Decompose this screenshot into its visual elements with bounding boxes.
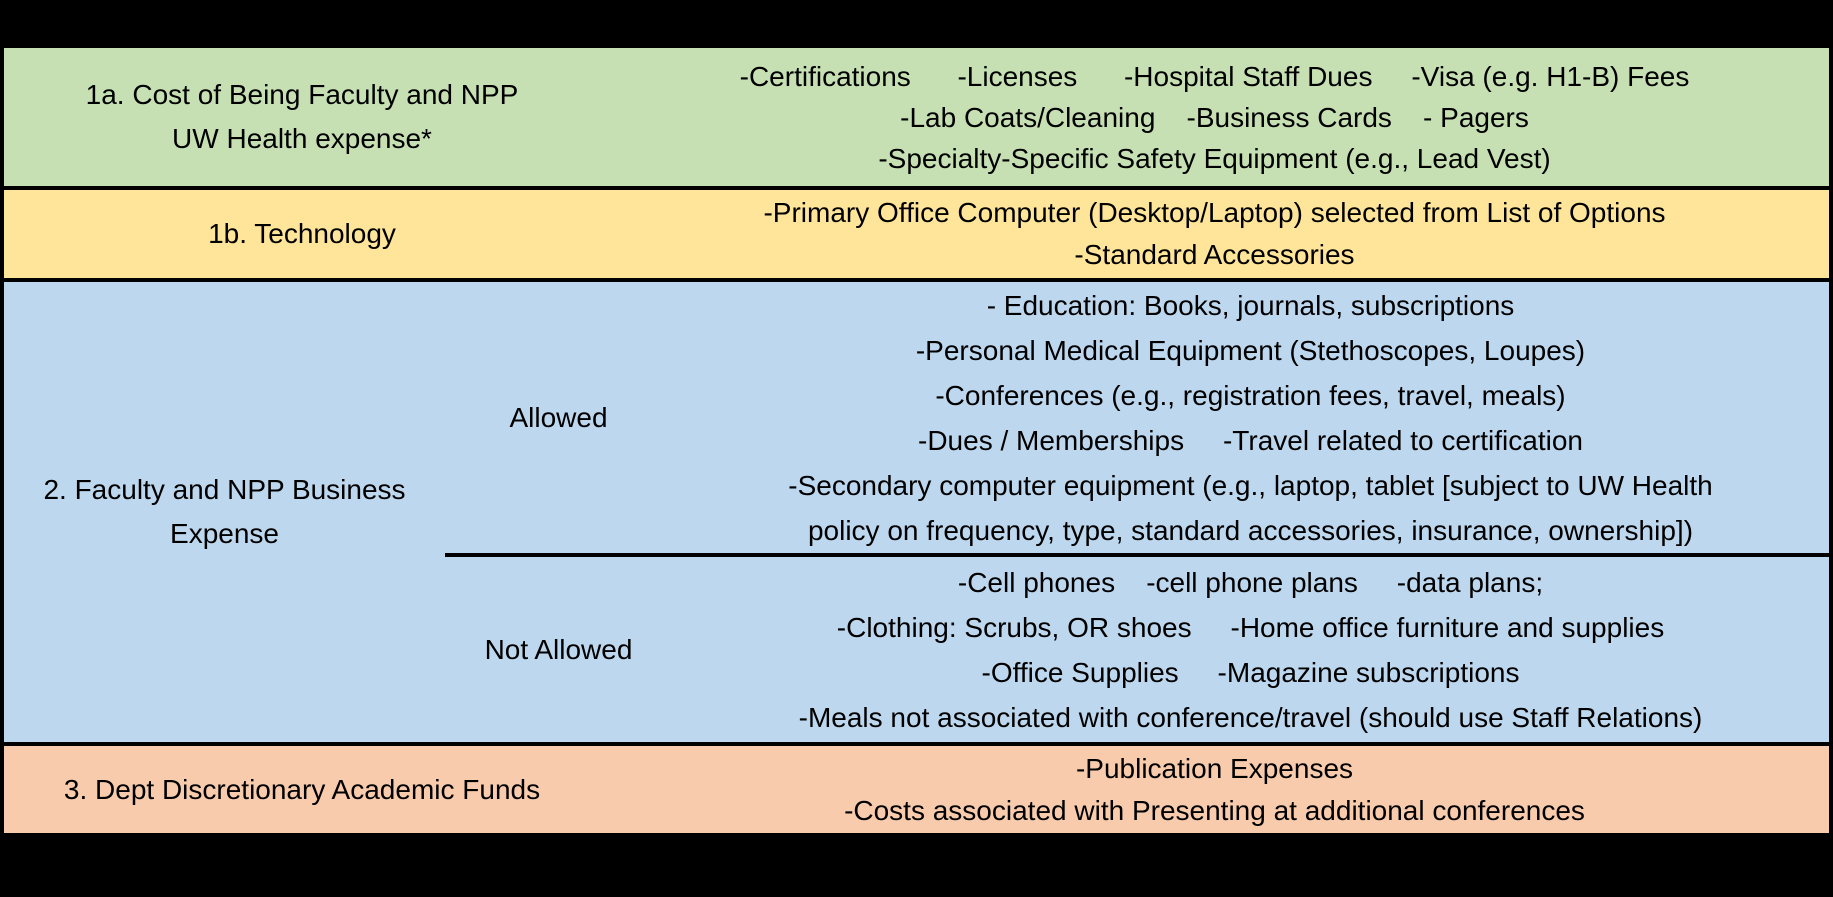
table-row-1b-technology: [4, 186, 1829, 278]
row-label-line: UW Health expense*: [172, 123, 432, 154]
row-label-line: Expense: [170, 518, 279, 549]
allowed-section-label: [445, 282, 672, 553]
row-1b-label: [4, 190, 600, 278]
row-label-line: 1b. Technology: [208, 218, 396, 249]
item-line: -Costs associated with Presenting at additional conferences: [844, 794, 1585, 826]
item-line: -Dues / Memberships -Travel related to certification: [918, 424, 1583, 456]
item-line: -Lab Coats/Cleaning -Business Cards - Pagers: [900, 101, 1529, 133]
expense-policy-table: [0, 44, 1833, 837]
item-line: -Certifications -Licenses -Hospital Staff Dues -Visa (e.g. H1-B) Fees: [739, 60, 1690, 92]
row-label-line: 3. Dept Discretionary Academic Funds: [63, 773, 541, 805]
item-line: -Standard Accessories: [1074, 239, 1355, 270]
item-line: -Meals not associated with conference/travel (should use Staff Relations): [798, 701, 1703, 733]
row-1a-label: [4, 48, 600, 186]
row-label-line: 1a. Cost of Being Faculty and NPP: [85, 79, 519, 110]
item-line: -Office Supplies -Magazine subscriptions: [981, 656, 1520, 688]
table-row-3-discretionary-funds: [4, 742, 1829, 833]
row-1b-items: [600, 190, 1829, 278]
allowed-section: [445, 282, 1829, 553]
table-row-1a-cost-of-being-faculty: [4, 48, 1829, 186]
section-label-line: Allowed: [509, 401, 608, 433]
row-3-label: [4, 746, 600, 833]
not-allowed-section: [445, 553, 1829, 742]
not-allowed-section-label: [445, 557, 672, 742]
row-2-label: [4, 282, 445, 742]
item-line: -Specialty-Specific Safety Equipment (e.g., Lead Vest): [878, 142, 1551, 174]
item-line: -Personal Medical Equipment (Stethoscopes, Loupes): [915, 334, 1586, 366]
allowed-items: [672, 282, 1829, 553]
table-row-2-business-expense: [4, 278, 1829, 742]
row-3-items: [600, 746, 1829, 833]
not-allowed-items: [672, 557, 1829, 742]
row-label-line: 2. Faculty and NPP Business: [43, 474, 406, 505]
item-line: - Education: Books, journals, subscriptions: [986, 289, 1515, 321]
row-1a-items: [600, 48, 1829, 186]
item-line: -Publication Expenses: [1075, 752, 1354, 784]
section-label-line: Not Allowed: [484, 633, 633, 665]
row-2-sections: [445, 282, 1829, 742]
item-line: -Conferences (e.g., registration fees, travel, meals): [935, 379, 1566, 411]
item-line: -Clothing: Scrubs, OR shoes -Home office furniture and supplies: [836, 611, 1665, 643]
item-line: -Secondary computer equipment (e.g., laptop, tablet [subject to UW Health: [788, 469, 1713, 501]
item-line: -Cell phones -cell phone plans -data plans;: [957, 566, 1544, 598]
item-line: -Primary Office Computer (Desktop/Laptop) selected from List of Options: [763, 197, 1666, 228]
item-line: policy on frequency, type, standard accessories, insurance, ownership]): [807, 514, 1694, 546]
